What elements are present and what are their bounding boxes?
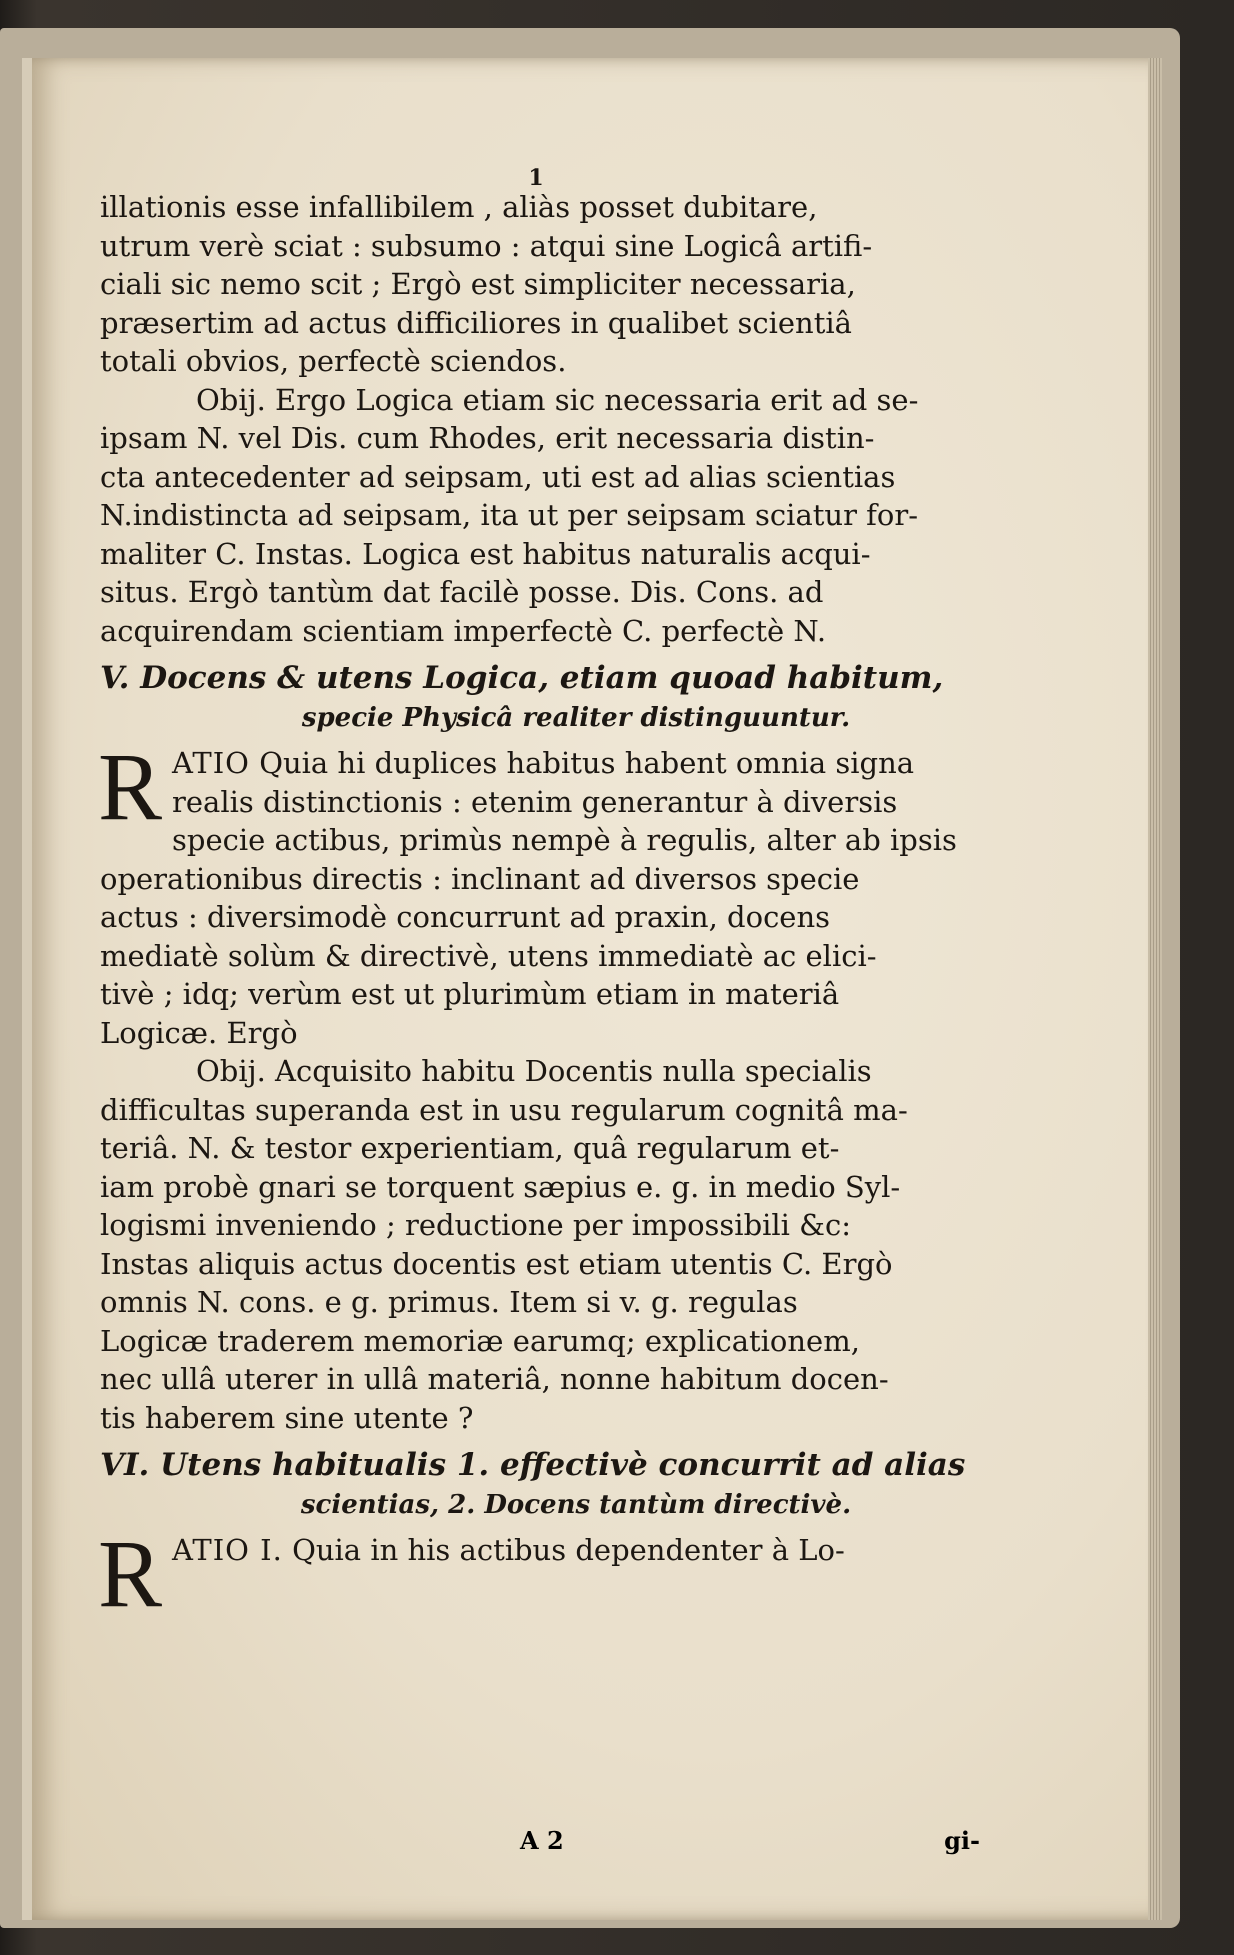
text-line: omnis N. cons. e g. primus. Item si v. g. regulas [100, 1285, 798, 1319]
text-line: mediatè solùm & directivè, utens immediatè ac elici- [100, 938, 877, 973]
heading-line: V. Docens & utens Logica, etiam quoad habitum, [100, 660, 944, 696]
page-fore-edge [1148, 58, 1162, 1920]
ratio-word: ATIO I. [172, 1533, 283, 1567]
text-line: præsertim ad actus difficiliores in qualibet scientiâ [100, 305, 852, 340]
text-line: operationibus directis : inclinant ad diversos specie [100, 861, 860, 896]
paragraph-1 [100, 188, 972, 381]
ratio-word: ATIO [172, 746, 250, 780]
text-line: Obij. Acquisito habitu Docentis nulla specialis [196, 1054, 872, 1088]
page-text [98, 165, 972, 1627]
page-footer [100, 1826, 980, 1866]
signature-mark: 1 [528, 165, 544, 191]
drop-cap: R [98, 1520, 163, 1627]
text-line: difficultas superanda est in usu regularum cognitâ ma- [100, 1092, 908, 1127]
section-heading-v [100, 658, 972, 738]
text-line: realis distinctionis : etenim generantur à diversis [172, 784, 898, 819]
catchword: gi- [944, 1826, 980, 1855]
ratio-text [98, 733, 972, 1052]
text-line: iam probè gnari se torquent sæpius e. g. in medio Syl- [100, 1169, 901, 1204]
text-line: Quia in his actibus dependenter à Lo- [292, 1533, 845, 1567]
text-line: Logicæ. Ergò [100, 1015, 298, 1050]
text-line: nec ullâ uterer in ullâ materiâ, nonne habitum docen- [100, 1362, 889, 1396]
text-line: N.indistincta ad seipsam, ita ut per seipsam sciatur for- [100, 498, 919, 532]
text-line: situs. Ergò tantùm dat facilè posse. Dis. Cons. ad [100, 575, 824, 609]
text-line: Logicæ traderem memoriæ earumq; explicationem, [100, 1323, 860, 1358]
paragraph-objection-2 [100, 1052, 972, 1437]
text-line: tivè ; idq; verùm est ut plurimùm etiam in materiâ [100, 977, 840, 1011]
heading-line: scientias, 2. Docens tantùm directivè. [300, 1490, 852, 1520]
text-line: tis haberem sine utente ? [100, 1400, 474, 1435]
section-heading-vi [100, 1445, 972, 1525]
text-line: specie actibus, primùs nempè à regulis, alter ab ipsis [172, 823, 957, 857]
text-line: Obij. Ergo Logica etiam sic necessaria erit ad se- [196, 382, 919, 417]
text-line: maliter C. Instas. Logica est habitus naturalis acqui- [100, 536, 871, 571]
text-line: illationis esse infallibilem , aliàs posset dubitare, [100, 190, 818, 224]
text-line: logismi inveniendo ; reductione per impossibili &c: [100, 1208, 851, 1242]
text-line: utrum verè sciat : subsumo : atqui sine Logicâ artifi- [100, 228, 873, 263]
text-line: actus : diversimodè concurrunt ad praxin, docens [100, 900, 831, 934]
text-line: totali obvios, perfectè sciendos. [100, 344, 567, 378]
ratio-paragraph-1 [98, 733, 972, 1052]
text-line: Quia hi duplices habitus habent omnia signa [259, 746, 915, 780]
ratio-text [100, 1531, 972, 1570]
ratio-paragraph-2 [98, 1520, 972, 1627]
paragraph-objection-1 [100, 381, 972, 651]
heading-line: VI. Utens habitualis 1. effectivè concurrit ad alias [100, 1447, 966, 1483]
text-line: acquirendam scientiam imperfectè C. perfectè N. [100, 613, 827, 648]
text-line: cta antecedenter ad seipsam, uti est ad alias scientias [100, 459, 896, 494]
drop-cap: R [98, 733, 163, 840]
text-line: ciali sic nemo scit ; Ergò est simpliciter necessaria, [100, 267, 856, 301]
text-line: teriâ. N. & testor experientiam, quâ regularum et- [100, 1131, 840, 1165]
heading-line: specie Physicâ realiter distinguuntur. [301, 703, 851, 733]
text-line: Instas aliquis actus docentis est etiam utentis C. Ergò [100, 1246, 893, 1281]
signature: A 2 [520, 1826, 564, 1855]
text-line: ipsam N. vel Dis. cum Rhodes, erit necessaria distin- [100, 421, 875, 455]
